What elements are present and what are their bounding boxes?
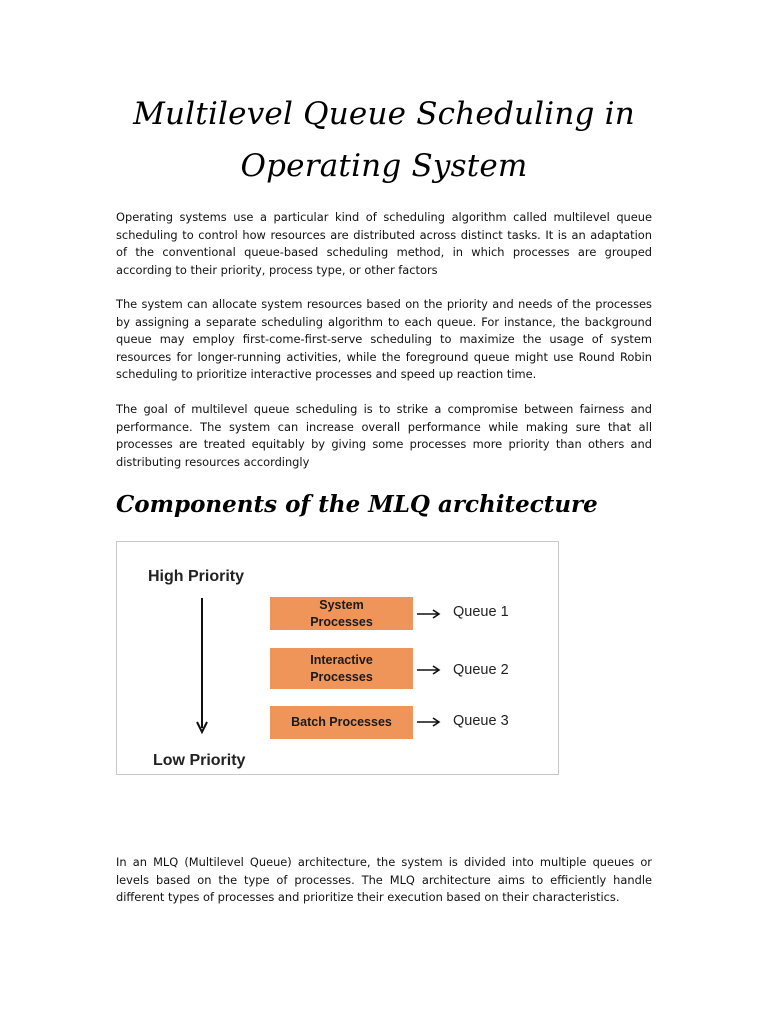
- document-title: [60, 88, 708, 192]
- queue-2-label: Queue 2: [453, 662, 509, 678]
- interactive-processes-box: Interactive Processes: [270, 648, 413, 689]
- queue-3-label: Queue 3: [453, 713, 509, 729]
- title-line-1: Multilevel Queue Scheduling in: [133, 96, 635, 132]
- batch-processes-box: Batch Processes: [270, 706, 413, 739]
- allocation-paragraph: The system can allocate system resources based on the priority and needs of the processes by assigning a separate scheduling algorithm to each queue. For instance, the background queue may employ first-come-first-serve scheduling to maximize the usage of system resources for longer-running activities, while the foreground queue might use Round Robin scheduling to prioritize interactive processes and speed up reaction time.: [116, 297, 652, 382]
- closing-paragraph: In an MLQ (Multilevel Queue) architecture, the system is divided into multiple queues or levels based on the type of processes. The MLQ architecture aims to efficiently handle different types of processes and prioritize their execution based on their characteristics.: [116, 855, 652, 905]
- queue-1-label: Queue 1: [453, 604, 509, 620]
- queue-arrow-3: [417, 717, 441, 727]
- queue-arrow-1: [417, 609, 441, 619]
- section-heading: Components of the MLQ architecture: [116, 491, 598, 518]
- priority-arrow: [195, 598, 209, 738]
- title-line-2: Operating System: [240, 148, 528, 184]
- system-processes-box: System Processes: [270, 597, 413, 630]
- goal-paragraph: The goal of multilevel queue scheduling is to strike a compromise between fairness and performance. The system can increase overall performance while making sure that all processes are treated equitably by giving some processes more priority than others and distributing resources accordingly: [116, 402, 652, 469]
- high-priority-label: High Priority: [148, 568, 245, 585]
- queue-arrow-2: [417, 665, 441, 675]
- intro-paragraph: Operating systems use a particular kind of scheduling algorithm called multilevel queue scheduling to control how resources are distributed across distinct tasks. It is an adaptation of the conventional queue-based scheduling method, in which processes are grouped according to their priority, process type, or other factors: [116, 210, 652, 277]
- mlq-diagram: [116, 541, 559, 775]
- low-priority-label: Low Priority: [153, 752, 246, 769]
